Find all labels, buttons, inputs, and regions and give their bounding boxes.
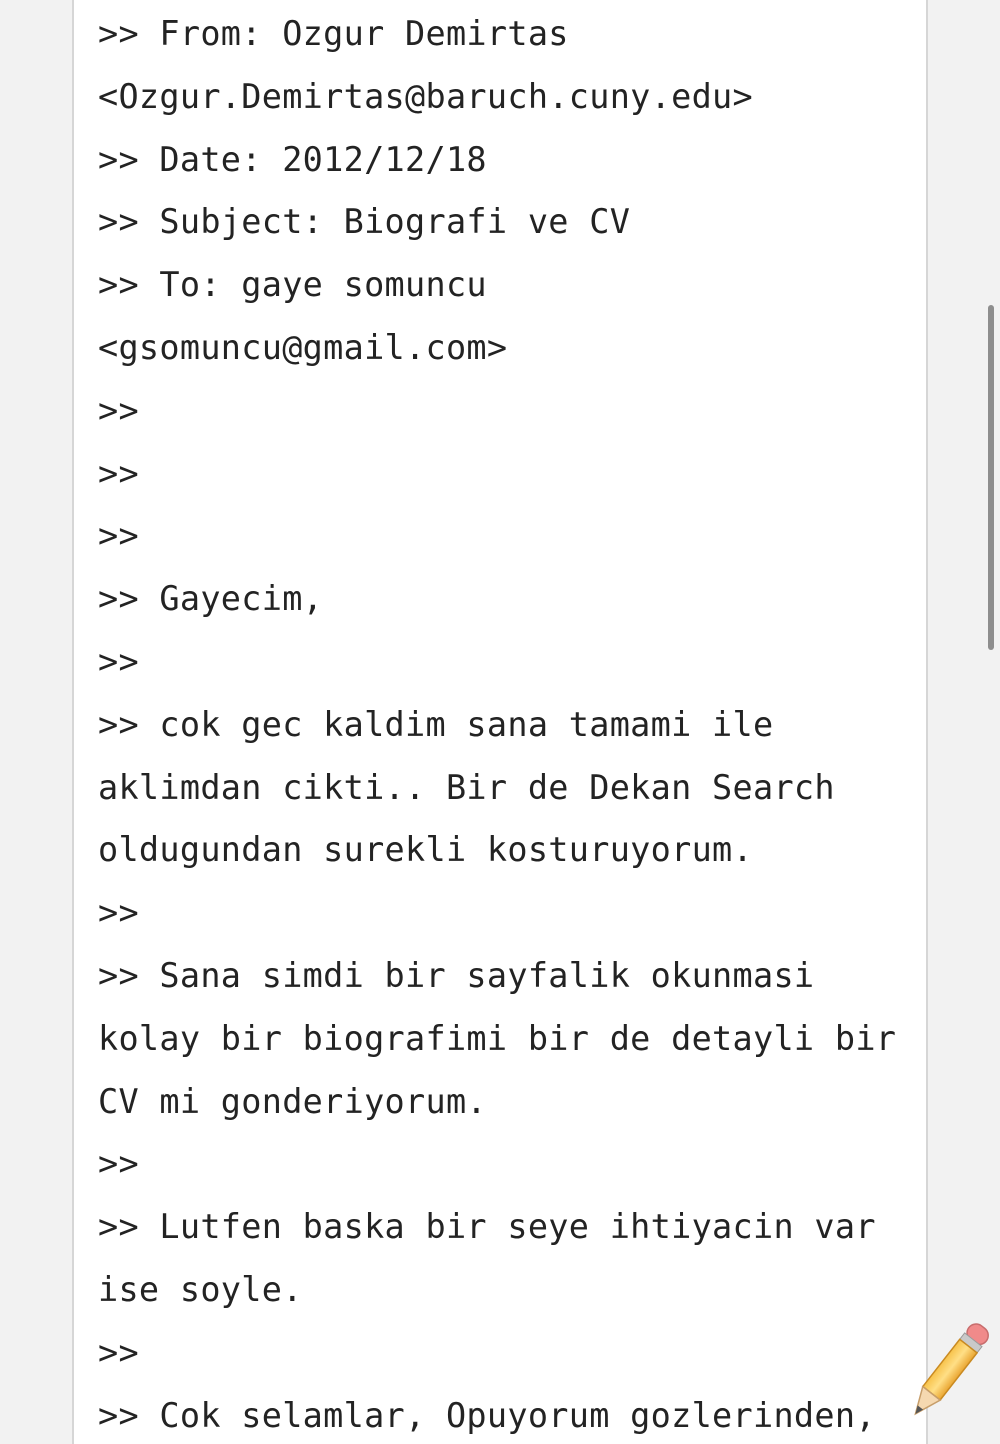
email-line-from: >> From: Ozgur Demirtas <box>98 14 569 53</box>
email-line: >> <box>98 390 139 430</box>
email-line: ise soyle. <box>98 1269 303 1309</box>
email-line: >> Lutfen baska bir seye ihtiyacin var <box>98 1207 876 1247</box>
email-line: >> <box>98 1332 139 1372</box>
pencil-icon[interactable] <box>900 1316 990 1436</box>
email-line: oldugundan surekli kosturuyorum. <box>98 830 753 870</box>
scrollbar-thumb[interactable] <box>988 305 994 650</box>
email-line: >> <box>98 1144 139 1184</box>
email-line: >> <box>98 641 139 681</box>
email-line: aklimdan cikti.. Bir de Dekan Search <box>98 767 835 807</box>
vertical-scrollbar[interactable] <box>986 0 996 1444</box>
email-line-closing: >> Cok selamlar, Opuyorum gozlerinden, <box>98 1395 876 1435</box>
email-line: >> Sana simdi bir sayfalik okunmasi <box>98 955 815 995</box>
email-page <box>72 0 928 1444</box>
email-line: CV mi gonderiyorum. <box>98 1081 487 1121</box>
email-line-subject: >> Subject: Biografi ve CV <box>98 202 631 242</box>
email-line: >> <box>98 893 139 933</box>
email-line-greeting: >> Gayecim, <box>98 579 324 619</box>
email-line: kolay bir biografimi bir de detayli bir <box>98 1018 897 1058</box>
email-line: >> cok gec kaldim sana tamami ile <box>98 704 774 744</box>
email-body <box>98 3 908 1444</box>
email-line-to: >> To: gaye somuncu <box>98 265 487 305</box>
email-line-date: >> Date: 2012/12/18 <box>98 139 487 179</box>
pencil-icon-graphic <box>900 1316 990 1436</box>
email-line-to-address: <gsomuncu@gmail.com> <box>98 327 508 367</box>
email-line-from-address: <Ozgur.Demirtas@baruch.cuny.edu> <box>98 76 753 116</box>
email-line: >> <box>98 453 139 493</box>
email-line: >> <box>98 516 139 556</box>
